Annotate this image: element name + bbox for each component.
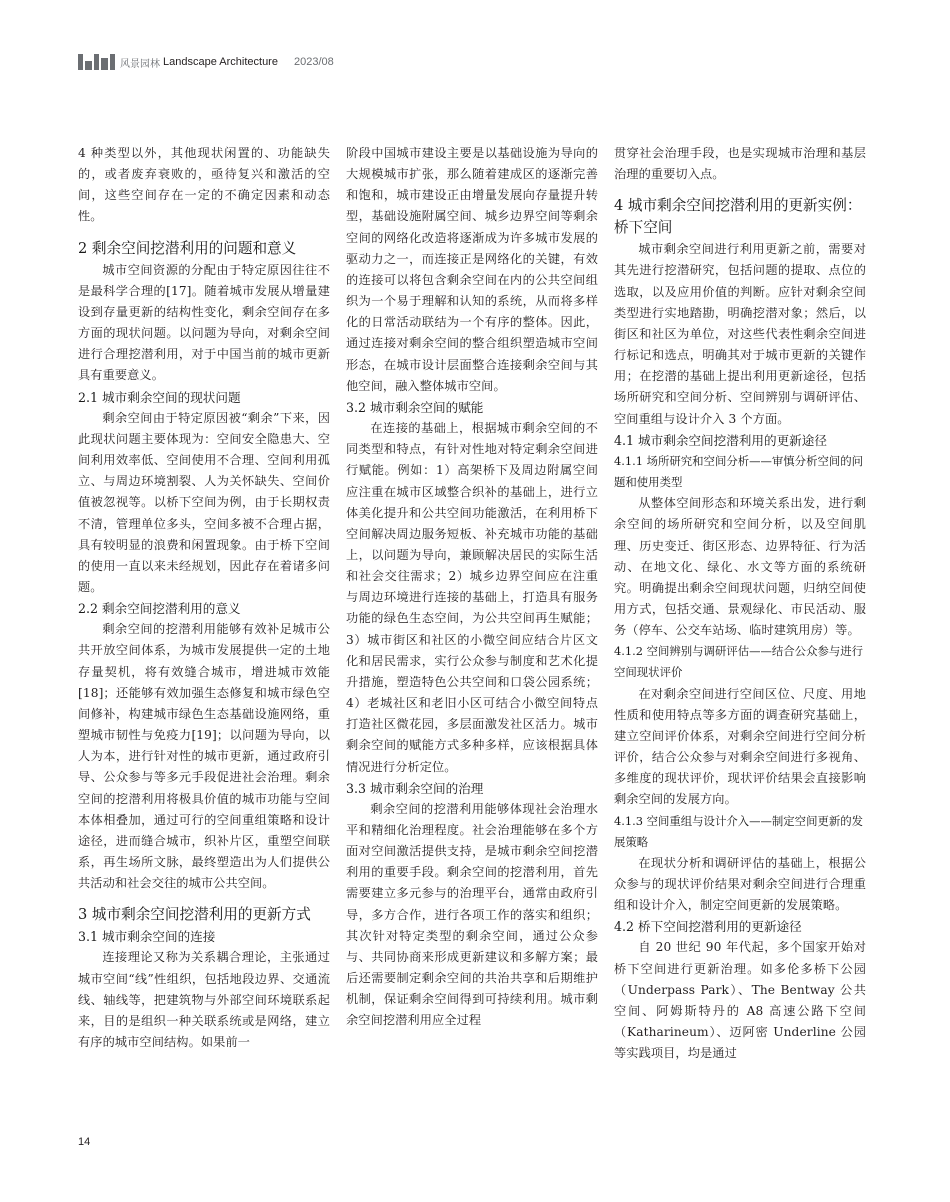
section-heading: 2 剩余空间挖潜利用的问题和意义 [78, 239, 297, 257]
paragraph: 连接理论又称为关系耦合理论，主张通过城市空间“线”性组织，包括地段边界、交通流线、轴线等，把建筑物与外部空间环境联系起来，目的是组织一种关联系统或是网络，建立有序的城市空间结构。如果前一 [78, 950, 330, 1050]
paragraph: 剩余空间的挖潜利用能够体现社会治理水平和精细化治理程度。社会治理能够在多个方面对空间激活提供支持，是城市剩余空间挖潜利用的重要手段。剩余空间的挖潜利用，首先需要建立多元参与的治理平台，通常由政府引导，多方合作，进行各项工作的落实和组织；其次针对特定类型的剩余空间，通过公众参与、共同协商来形成更新建议和多解方案；最后还需要制定剩余空间的共治共享和后期维护机制，保证剩余空间得到可持续利用。城市剩余空间挖潜利用应全过程 [346, 801, 598, 1028]
paragraph: 从整体空间形态和环境关系出发，进行剩余空间的场所研究和空间分析，以及空间肌理、历史变迁、街区形态、边界特征、行为活动、在地文化、绿化、水文等方面的系统研究。明确提出剩余空间现状问题，归纳空间使用方式，包括交通、景观绿化、市民活动、服务（停车、公交车站场、临时建筑用房）等。 [614, 496, 866, 638]
subsection-heading: 4.1 城市剩余空间挖潜利用的更新途径 [614, 432, 827, 448]
subsection-heading: 4.2 桥下空间挖潜利用的更新途径 [614, 919, 802, 935]
paragraph: 城市空间资源的分配由于特定原因往往不是最科学合理的[17]。随着城市发展从增量建设到存量更新的结构性变化，剩余空间存在多方面的现状问题。以问题为导向，对剩余空间进行合理挖潜利用，对于中国当前的城市更新具有重要意义。 [78, 262, 330, 383]
paragraph: 剩余空间由于特定原因被“剩余”下来，因此现状问题主要体现为：空间安全隐患大、空间利用效率低、空间使用不合理、空间利用孤立、与周边环境割裂、人为关怀缺失、空间价值被忽视等。以桥下空间为例，由于长期权责不清，管理单位多头，空间多被不合理占据，具有较明显的浪费和闲置现象。由于桥下空间的使用一直以来未经规划，因此存在着诸多问题。 [78, 410, 330, 594]
subsection-heading: 3.3 城市剩余空间的治理 [346, 780, 484, 796]
section-heading: 4 城市剩余空间挖潜利用的更新实例：桥下空间 [614, 197, 862, 237]
column-left [78, 143, 330, 1053]
paragraph: 在连接的基础上，根据城市剩余空间的不同类型和特点，有针对性地对特定剩余空间进行赋能。例如：1）高架桥下及周边附属空间应注重在城市区域整合织补的基础上，进行立体美化提升和公共空间功能激活，在利用桥下空间解决周边服务短板、补充城市功能的基础上，以问题为导向，兼顾解决居民的实际生活和社会交往需求；2）城乡边界空间应在注重与周边环境进行连接的基础上，打造具有服务功能的绿色生态空间，为公共空间再生赋能；3）城市街区和社区的小微空间应结合片区文化和居民需求，实行公众参与制度和艺术化提升措施，塑造特色公共空间和口袋公园系统；4）老城社区和老旧小区可结合小微空间特点打造社区微花园，多层面激发社区活力。城市剩余空间的赋能方式多种多样，应该根据具体情况进行分析定位。 [346, 421, 598, 774]
journal-name-cn: 风景园林 [120, 58, 160, 70]
subsection-heading: 2.1 城市剩余空间的现状问题 [78, 389, 241, 405]
subsection-heading: 2.2 剩余空间挖潜利用的意义 [78, 601, 241, 617]
paragraph: 城市剩余空间进行利用更新之前，需要对其先进行挖潜研究，包括问题的提取、点位的选取，以及应用价值的判断。应针对剩余空间类型进行实地踏勘，明确挖潜对象；然后，以街区和社区为单位，对这些代表性剩余空间进行标记和选点，明确其对于城市更新的关键作用；在挖潜的基础上提出利用更新途径，包括场所研究和空间分析、空间辨别与调研评估、空间重组与设计介入 3 个方面。 [614, 242, 866, 426]
paragraph: 4 种类型以外，其他现状闲置的、功能缺失的，或者废弃衰败的，亟待复兴和激活的空间，这些空间存在一定的不确定因素和动态性。 [78, 146, 330, 224]
subsubsection-heading: 4.1.2 空间辨别与调研评估——结合公众参与进行空间现状评价 [614, 644, 864, 680]
paragraph: 阶段中国城市建设主要是以基础设施为导向的大规模城市扩张，那么随着建成区的逐渐完善和饱和，城市建设正由增量发展向存量提升转型，基础设施附属空间、城乡边界空间等剩余空间的网络化改造将逐渐成为许多城市发展的驱动力之一，而连接正是网络化的关键，有效的连接可以将包含剩余空间在内的公共空间组织为一个易于理解和认知的系统，从而将多样化的日常活动联结为一个有序的整体。因此，通过连接对剩余空间的整合组织塑造城市空间形态，在城市设计层面整合连接剩余空间与其他空间，融入整体城市空间。 [346, 146, 598, 393]
subsection-heading: 3.1 城市剩余空间的连接 [78, 929, 216, 945]
paragraph: 剩余空间的挖潜利用能够有效补足城市公共开放空间体系，为城市发展提供一定的土地存量契机，将有效缝合城市，增进城市效能[18]；还能够有效加强生态修复和城市绿色空间修补，构建城市绿色生态基础设施网络，重塑城市韧性与免疫力[19]；以问题为导向，以人为本，进行针对性的城市更新，通过政府引导、公众参与等多元手段促进社会治理。剩余空间的挖潜利用将极具价值的城市功能与空间本体相叠加，通过可行的空间重组策略和设计途径，进而缝合城市，织补片区，重塑空间联系，再生场所文脉，最终塑造出为人们提供公共活动和社会交往的城市公共空间。 [78, 622, 330, 891]
paragraph: 自 20 世纪 90 年代起，多个国家开始对桥下空间进行更新治理。如多伦多桥下公园（Underpass Park）、The Bentway 公共空间、阿姆斯特丹的 A8 高速公路下空间（Katharineum）、迈阿密 Underline 公园等实践项目，均是通过 [614, 940, 866, 1061]
paragraph: 在对剩余空间进行空间区位、尺度、用地性质和使用特点等多方面的调查研究基础上，建立空间评价体系，对剩余空间进行空间分析评价，结合公众参与对剩余空间进行多视角、多维度的现状评价，现状评价结果会直接影响剩余空间的发展方向。 [614, 686, 866, 807]
column-right [614, 143, 866, 1064]
issue-date: 2023/08 [293, 56, 334, 68]
subsubsection-heading: 4.1.1 场所研究和空间分析——审慎分析空间的问题和使用类型 [614, 453, 864, 490]
section-heading: 3 城市剩余空间挖潜利用的更新方式 [78, 906, 311, 924]
column-middle [346, 143, 598, 1032]
subsubsection-heading: 4.1.3 空间重组与设计介入——制定空间更新的发展策略 [614, 813, 864, 849]
paragraph: 贯穿社会治理手段，也是实现城市治理和基层治理的重要切入点。 [614, 146, 866, 182]
page-number: 14 [78, 1136, 91, 1148]
paragraph: 在现状分析和调研评估的基础上，根据公众参与的现状评价结果对剩余空间进行合理重组和设计介入，制定空间更新的发展策略。 [614, 855, 866, 913]
subsection-heading: 3.2 城市剩余空间的赋能 [346, 399, 484, 415]
running-header [78, 52, 334, 72]
journal-logo-icon [78, 54, 115, 70]
journal-name-en: Landscape Architecture [163, 56, 278, 68]
